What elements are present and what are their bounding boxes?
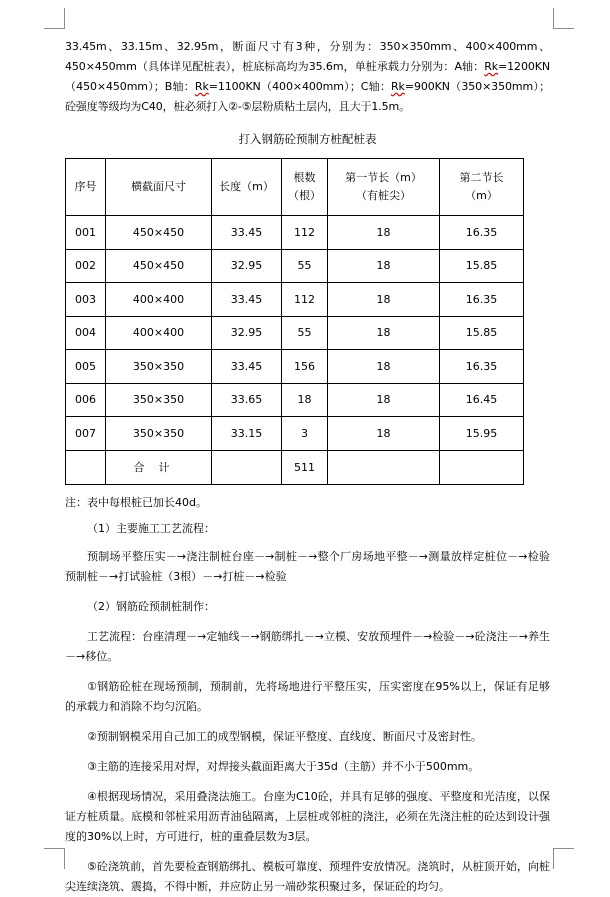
section-2-body: 工艺流程：台座清理－→定轴线－→钢筋绑扎－→立模、安放预埋件－→检验－→砼浇注－→养生－→移位。 <box>65 629 550 663</box>
cell-length: 33.15 <box>212 417 282 451</box>
header-first-section <box>328 159 440 216</box>
spellcheck-word-rk-b: Rk <box>194 80 209 93</box>
cell-second: 16.45 <box>440 383 524 417</box>
cell-second: 16.35 <box>440 216 524 250</box>
cell-total-label <box>106 450 212 484</box>
section-1-title: （1）主要施工工艺流程： <box>87 521 215 535</box>
cell-count: 55 <box>282 249 328 283</box>
cell-seq: 005 <box>66 350 106 384</box>
table-row <box>66 216 524 250</box>
header-count-line1: 根数 <box>293 171 316 184</box>
cell-first: 18 <box>328 417 440 451</box>
cell-second: 15.85 <box>440 249 524 283</box>
table-row <box>66 249 524 283</box>
cell-length: 33.45 <box>212 350 282 384</box>
header-section: 横截面尺寸 <box>106 159 212 216</box>
page-corner-mark-top-left <box>44 8 65 29</box>
cell-section: 350×350 <box>106 350 212 384</box>
cell-second: 16.35 <box>440 350 524 384</box>
paragraph-3: ③主筋的连接采用对焊，对焊接头截面距离大于35d（主筋）并不小于500mm。 <box>87 759 480 773</box>
intro-text-3: =1100KN（400×400mm）；C轴： <box>208 80 392 93</box>
document-body <box>65 37 550 897</box>
table-row <box>66 350 524 384</box>
cell-count: 156 <box>282 350 328 384</box>
header-seq: 序号 <box>66 159 106 216</box>
section-2-title: （2）钢筋砼预制桩制作： <box>87 599 215 613</box>
cell-length: 33.65 <box>212 383 282 417</box>
intro-text-2: =1200KN（450×450mm）；B轴： <box>65 60 550 93</box>
header-second-section <box>440 159 524 216</box>
pile-table <box>65 158 524 485</box>
header-first-line1: 第一节长（m） <box>345 171 422 184</box>
cell-second: 15.85 <box>440 316 524 350</box>
table-note: 注：表中每根桩已加长40d。 <box>65 495 207 509</box>
table-row <box>66 283 524 317</box>
cell-length: 32.95 <box>212 249 282 283</box>
table-header-row <box>66 159 524 216</box>
cell-count: 112 <box>282 283 328 317</box>
cell-seq: 002 <box>66 249 106 283</box>
table-row <box>66 417 524 451</box>
table-row <box>66 316 524 350</box>
header-second-line2: （m） <box>465 189 498 202</box>
cell-section: 450×450 <box>106 249 212 283</box>
cell-first: 18 <box>328 383 440 417</box>
cell-count: 3 <box>282 417 328 451</box>
cell-total-empty <box>66 450 106 484</box>
cell-second: 15.95 <box>440 417 524 451</box>
cell-length: 32.95 <box>212 316 282 350</box>
cell-first: 18 <box>328 283 440 317</box>
page-corner-mark-top-right <box>553 8 574 29</box>
cell-section: 350×350 <box>106 417 212 451</box>
cell-first: 18 <box>328 216 440 250</box>
paragraph-2: ②预制钢模采用自己加工的成型钢模，保证平整度、直线度、断面尺寸及密封性。 <box>87 729 482 743</box>
cell-seq: 004 <box>66 316 106 350</box>
cell-count: 18 <box>282 383 328 417</box>
cell-total-empty <box>328 450 440 484</box>
intro-text-1: 33.45m、33.15m、32.95m，断面尺寸有3种，分别为：350×350mm、400×400mm、450×450mm（具体详见配桩表），桩底标高均为35.6m，单桩承载力分别为：A轴： <box>65 40 550 73</box>
header-second-line1: 第二节长 <box>459 171 504 184</box>
cell-length: 33.45 <box>212 216 282 250</box>
cell-total-empty <box>440 450 524 484</box>
table-title: 打入钢筋砼预制方桩配桩表 <box>238 132 377 146</box>
cell-total-count: 511 <box>282 450 328 484</box>
header-first-line2: （有桩尖） <box>356 189 411 202</box>
spellcheck-word-rk-a: Rk <box>484 60 499 73</box>
cell-section: 400×400 <box>106 316 212 350</box>
cell-seq: 007 <box>66 417 106 451</box>
cell-count: 112 <box>282 216 328 250</box>
cell-count: 55 <box>282 316 328 350</box>
page-corner-mark-bottom-left <box>44 848 65 869</box>
header-count-line2: （根） <box>288 189 321 202</box>
cell-first: 18 <box>328 249 440 283</box>
table-total-row <box>66 450 524 484</box>
intro-paragraph <box>65 37 550 117</box>
cell-section: 350×350 <box>106 383 212 417</box>
cell-first: 18 <box>328 350 440 384</box>
cell-seq: 006 <box>66 383 106 417</box>
cell-section: 450×450 <box>106 216 212 250</box>
total-label: 合计 <box>133 461 184 474</box>
spellcheck-word-rk-c: Rk <box>391 80 405 93</box>
paragraph-1: ①钢筋砼桩在现场预制，预制前，先将场地进行平整压实，压实密度在95%以上，保证有足够的承载力和消除不均匀沉陷。 <box>65 679 550 713</box>
cell-length: 33.45 <box>212 283 282 317</box>
cell-seq: 001 <box>66 216 106 250</box>
cell-first: 18 <box>328 316 440 350</box>
intro-text-4: =900KN（350×350mm）；砼强度等级均为C40，桩必须打入②-⑤层粉质粘土层内，且大于1.5m。 <box>65 80 550 113</box>
cell-seq: 003 <box>66 283 106 317</box>
page-corner-mark-bottom-right <box>553 848 574 869</box>
section-1-body: 预制场平整压实－→浇注制桩台座－→制桩－→整个厂房场地平整－→测量放样定桩位－→检验预制桩－→打试验桩（3根）－→打桩－→检验 <box>65 549 550 583</box>
header-length: 长度（m） <box>212 159 282 216</box>
cell-total-empty <box>212 450 282 484</box>
header-count <box>282 159 328 216</box>
cell-second: 16.35 <box>440 283 524 317</box>
paragraph-4: ④根据现场情况，采用叠浇法施工。台座为C10砼，并具有足够的强度、平整度和光洁度，以保证方桩质量。底模和邻桩采用沥青油毡隔离，上层桩或邻桩的浇注，必须在先浇注桩的砼达到设计强度的30%以上时，方可进行，桩的重叠层数为3层。 <box>65 789 550 843</box>
table-row <box>66 383 524 417</box>
paragraph-5: ⑤砼浇筑前，首先要检查钢筋绑扎、模板可靠度、预埋件安放情况。浇筑时，从桩顶开始，向桩尖连续浇筑、震捣，不得中断，并应防止另一端砂浆积聚过多，保证砼的均匀。 <box>65 859 550 893</box>
cell-section: 400×400 <box>106 283 212 317</box>
